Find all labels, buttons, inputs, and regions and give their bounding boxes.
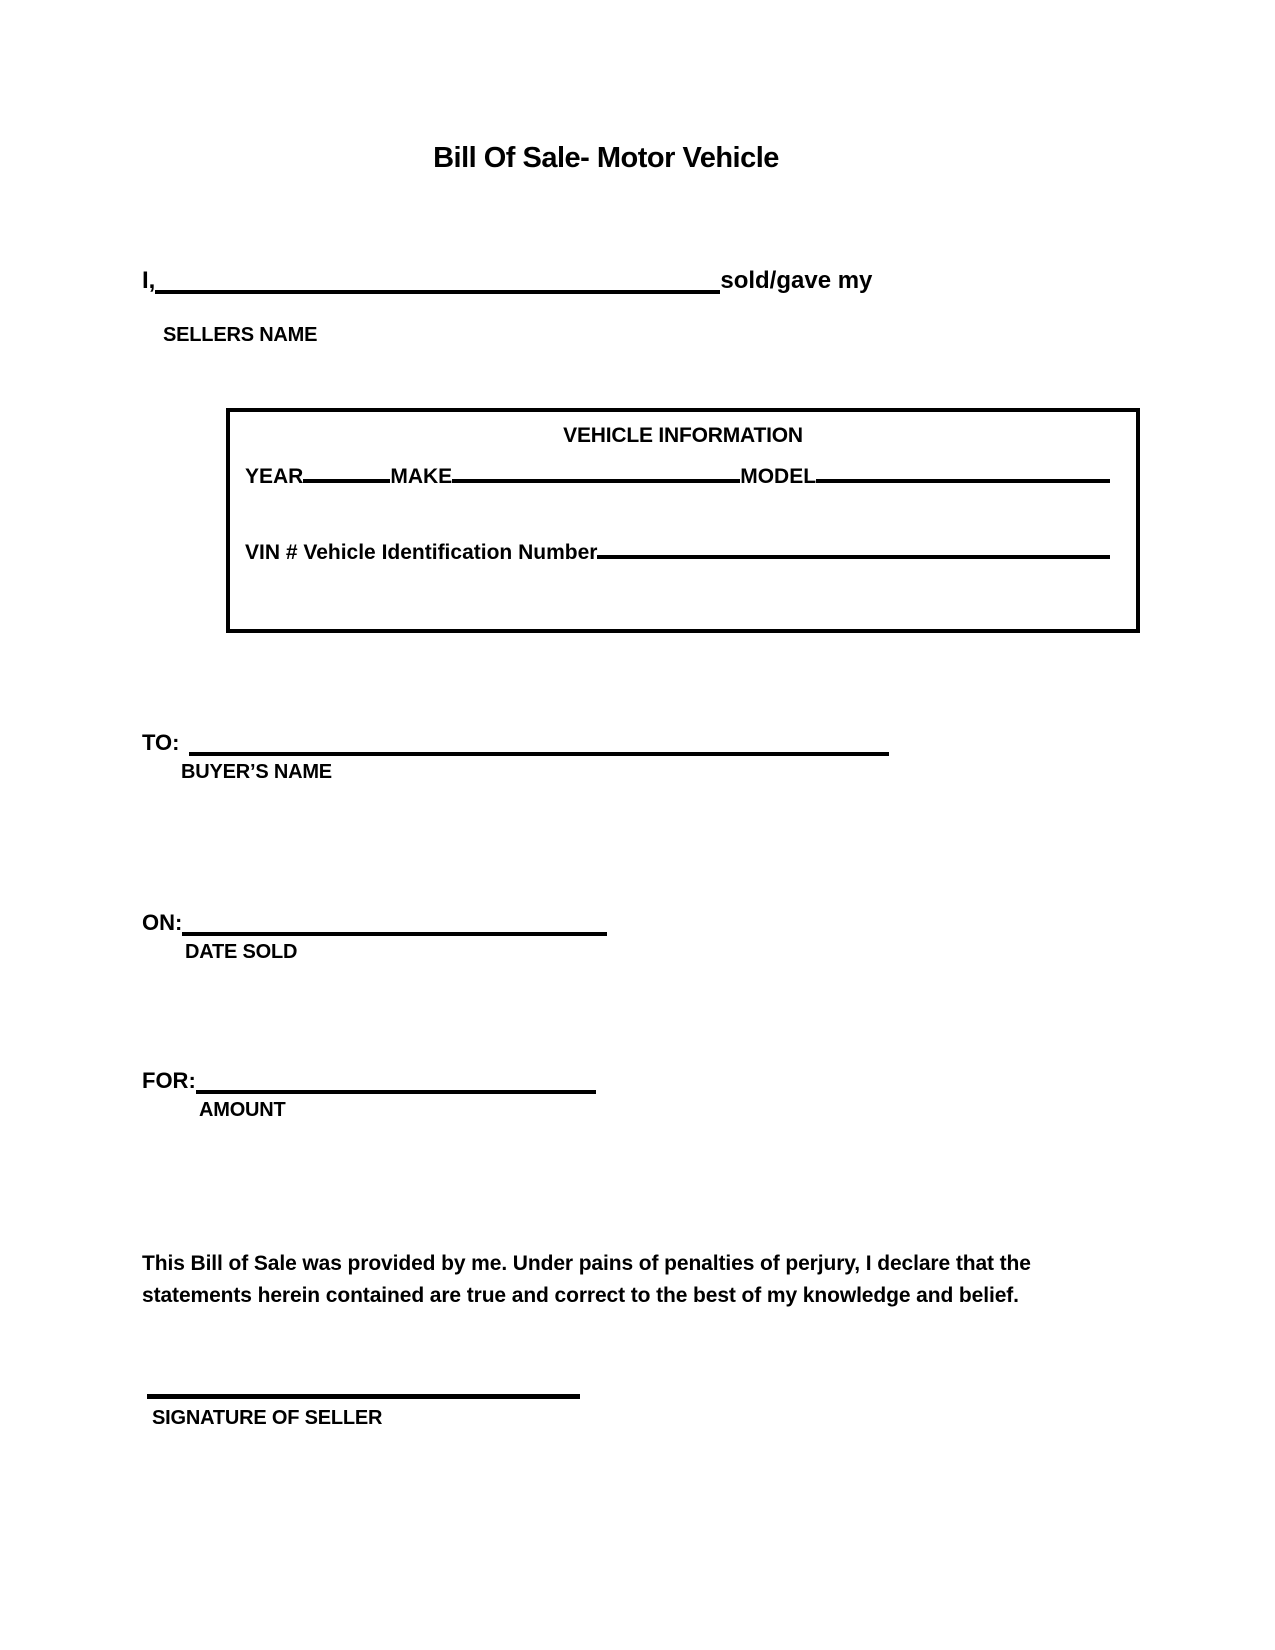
year-label: YEAR: [245, 465, 304, 488]
amount-prefix: FOR:: [142, 1068, 196, 1093]
seller-name-label: SELLERS NAME: [163, 324, 318, 346]
make-label: MAKE: [390, 465, 453, 488]
make-field[interactable]: [452, 479, 740, 483]
signature-of-seller-label: SIGNATURE OF SELLER: [152, 1407, 383, 1429]
seller-name-field[interactable]: [155, 290, 720, 294]
amount-line: [142, 1067, 596, 1095]
model-label: MODEL: [740, 465, 817, 488]
amount-label: AMOUNT: [199, 1099, 286, 1121]
buyer-name-field[interactable]: [189, 752, 889, 756]
date-sold-line: [142, 909, 607, 937]
vin-field[interactable]: [597, 555, 1110, 559]
vehicle-information-box: [226, 408, 1140, 633]
vehicle-ymm-row: [245, 464, 1110, 490]
buyer-line-prefix: TO:: [142, 730, 180, 755]
document-title: Bill Of Sale- Motor Vehicle: [433, 142, 779, 174]
seller-line-prefix: I,: [142, 267, 156, 294]
model-field[interactable]: [816, 479, 1110, 483]
date-sold-label: DATE SOLD: [185, 941, 298, 963]
declaration-text: This Bill of Sale was provided by me. Under pains of penalties of perjury, I declare that the statements herein contained are true and correct to the best of my knowledge and belief.: [142, 1252, 1031, 1307]
year-field[interactable]: [303, 479, 390, 483]
buyer-name-label: BUYER’S NAME: [181, 761, 332, 783]
vin-label: VIN # Vehicle Identification Number: [245, 541, 598, 564]
amount-field[interactable]: [196, 1090, 596, 1094]
vehicle-information-heading: VEHICLE INFORMATION: [563, 424, 803, 447]
buyer-line: [142, 729, 889, 757]
seller-signature-field[interactable]: [147, 1394, 580, 1399]
vehicle-vin-row: [245, 540, 1110, 566]
seller-line: [142, 266, 872, 296]
seller-line-suffix: sold/gave my: [720, 267, 873, 294]
date-sold-prefix: ON:: [142, 910, 183, 935]
date-sold-field[interactable]: [182, 932, 607, 936]
